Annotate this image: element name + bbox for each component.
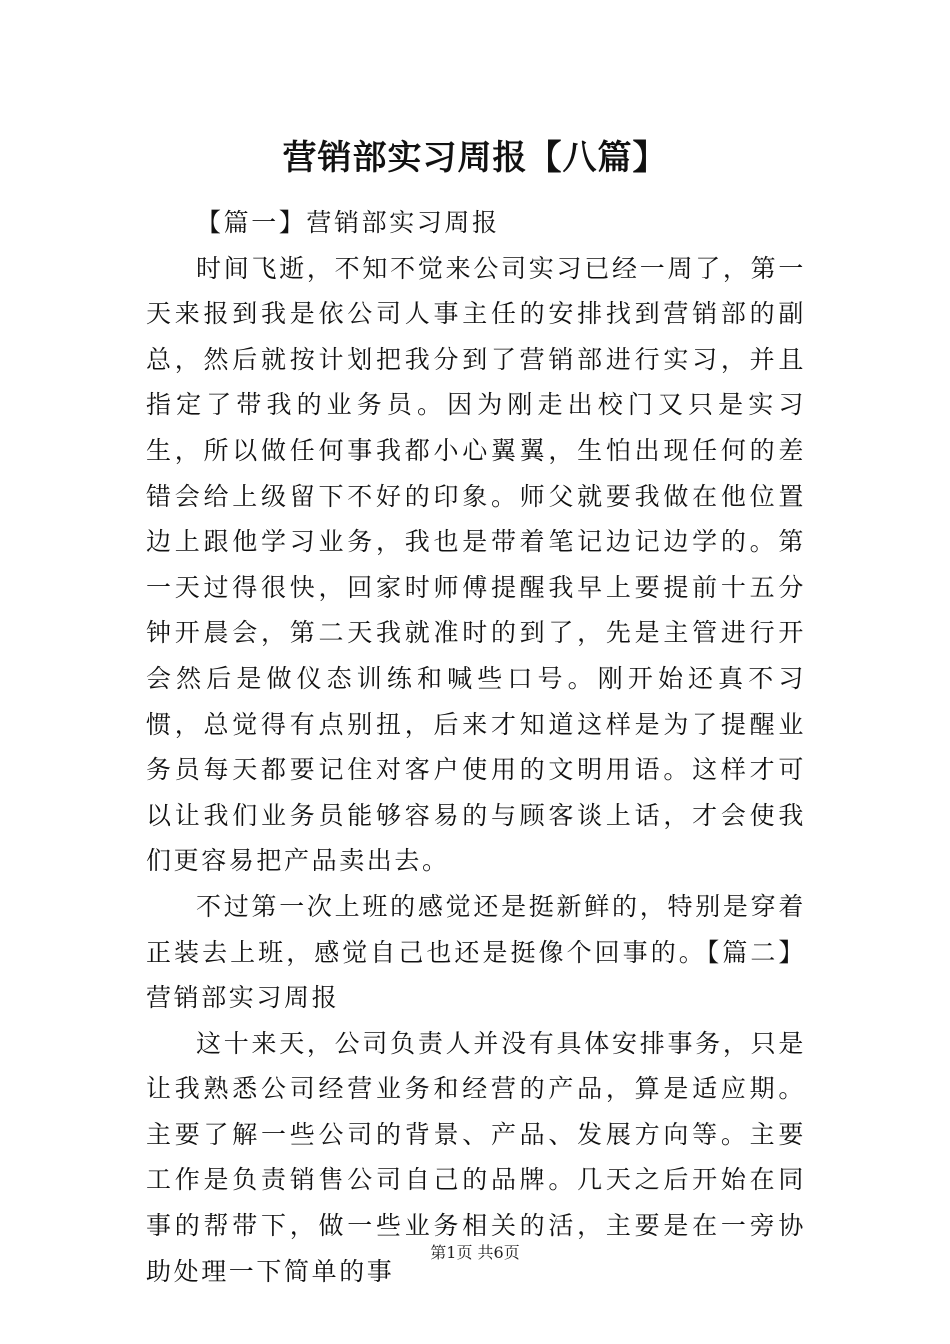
document-title: 营销部实习周报【八篇】 xyxy=(282,138,668,178)
paragraph-1: 时间飞逝，不知不觉来公司实习已经一周了，第一天来报到我是依公司人事主任的安排找到营销部的副总，然后就按计划把我分到了营销部进行实习，并且指定了带我的业务员。因为刚走出校门又只是实习生，所以做任何事我都小心翼翼，生怕出现任何的差错会给上级留下不好的印象。师父就要我做在他位置边上跟他学习业务，我也是带着笔记边记边学的。第一天过得很快，回家时师傅提醒我早上要提前十五分钟开晨会，第二天我就准时的到了，先是主管进行开会然后是做仪态训练和喊些口号。刚开始还真不习惯，总觉得有点别扭，后来才知道这样是为了提醒业务员每天都要记住对客户使用的文明用语。这样才可以让我们业务员能够容易的与顾客谈上话，才会使我们更容易把产品卖出去。 xyxy=(146,253,806,876)
paragraph-2: 不过第一次上班的感觉还是挺新鲜的，特别是穿着正装去上班，感觉自己也还是挺像个回事的。【篇二】营销部实习周报 xyxy=(146,891,806,1013)
document-body xyxy=(146,200,806,1294)
paragraph-3: 这十来天，公司负责人并没有具体安排事务，只是让我熟悉公司经营业务和经营的产品，算是适应期。主要了解一些公司的背景、产品、发展方向等。主要工作是负责销售公司自己的品牌。几天之后开始在同事的帮带下，做一些业务相关的活，主要是在一旁协助处理一下简单的事 xyxy=(146,1028,806,1286)
section-heading-1: 【篇一】营销部实习周报 xyxy=(196,208,500,237)
page-footer: 第1页 共6页 xyxy=(430,1243,520,1262)
